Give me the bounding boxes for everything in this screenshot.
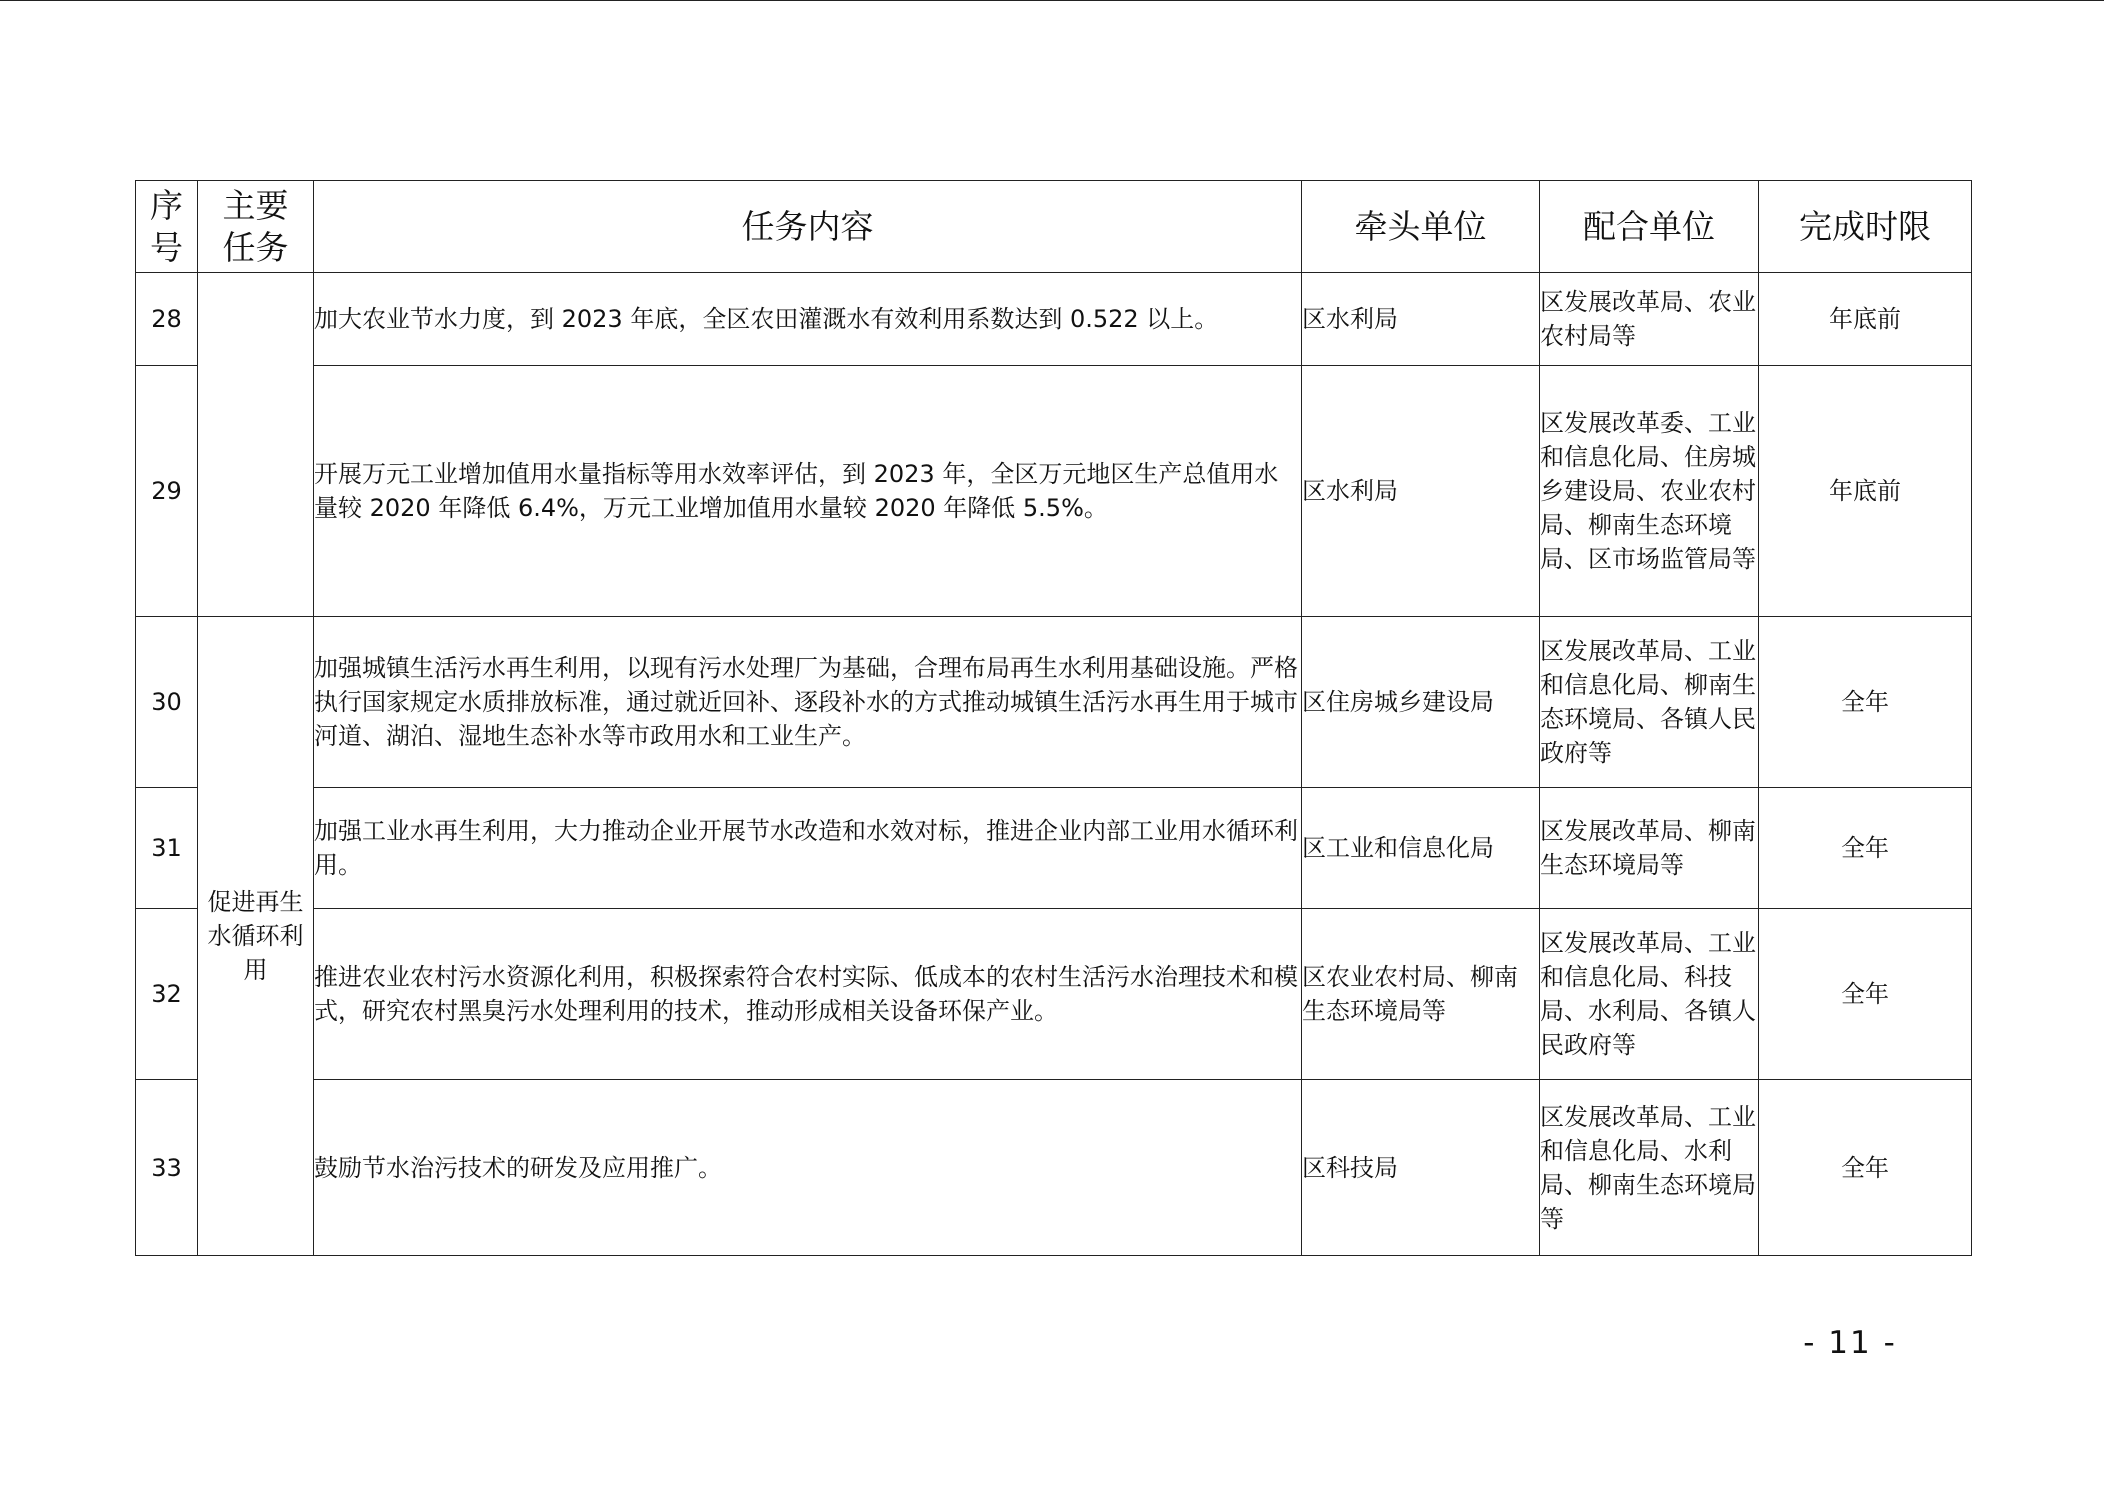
row-deadline: 全年 (1759, 617, 1972, 788)
row-seq: 29 (136, 366, 198, 617)
row-lead: 区水利局 (1302, 366, 1540, 617)
row-lead: 区水利局 (1302, 273, 1540, 366)
table-row (136, 909, 1972, 1080)
row-deadline: 全年 (1759, 909, 1972, 1080)
row-content: 推进农业农村污水资源化利用，积极探索符合农村实际、低成本的农村生活污水治理技术和模式，研究农村黑臭污水处理利用的技术，推动形成相关设备环保产业。 (314, 909, 1302, 1080)
row-coop: 区发展改革局、柳南生态环境局等 (1540, 788, 1759, 909)
row-lead: 区农业农村局、柳南生态环境局等 (1302, 909, 1540, 1080)
table-row (136, 617, 1972, 788)
row-coop: 区发展改革委、工业和信息化局、住房城乡建设局、农业农村局、柳南生态环境局、区市场监管局等 (1540, 366, 1759, 617)
task-group-recycle: 促进再生水循环利用 (198, 617, 314, 1256)
row-deadline: 年底前 (1759, 273, 1972, 366)
row-seq: 31 (136, 788, 198, 909)
row-seq: 32 (136, 909, 198, 1080)
row-lead: 区住房城乡建设局 (1302, 617, 1540, 788)
row-seq: 30 (136, 617, 198, 788)
header-lead: 牵头单位 (1302, 181, 1540, 273)
task-group-empty (198, 273, 314, 617)
row-deadline: 年底前 (1759, 366, 1972, 617)
table-header-row (136, 181, 1972, 273)
header-task: 主要任务 (198, 181, 314, 273)
row-coop: 区发展改革局、工业和信息化局、科技局、水利局、各镇人民政府等 (1540, 909, 1759, 1080)
header-content: 任务内容 (314, 181, 1302, 273)
row-content: 加强工业水再生利用，大力推动企业开展节水改造和水效对标，推进企业内部工业用水循环利用。 (314, 788, 1302, 909)
table-row (136, 788, 1972, 909)
row-content: 加强城镇生活污水再生利用，以现有污水处理厂为基础，合理布局再生水利用基础设施。严格执行国家规定水质排放标准，通过就近回补、逐段补水的方式推动城镇生活污水再生用于城市河道、湖泊、湿地生态补水等市政用水和工业生产。 (314, 617, 1302, 788)
row-content: 开展万元工业增加值用水量指标等用水效率评估，到 2023 年，全区万元地区生产总值用水量较 2020 年降低 6.4%，万元工业增加值用水量较 2020 年降低 5.5%。 (314, 366, 1302, 617)
table-row (136, 366, 1972, 617)
row-seq: 28 (136, 273, 198, 366)
row-seq: 33 (136, 1080, 198, 1256)
top-border-line (0, 0, 2104, 1)
row-coop: 区发展改革局、工业和信息化局、水利局、柳南生态环境局等 (1540, 1080, 1759, 1256)
header-deadline: 完成时限 (1759, 181, 1972, 273)
row-content: 加大农业节水力度，到 2023 年底，全区农田灌溉水有效利用系数达到 0.522 以上。 (314, 273, 1302, 366)
row-lead: 区科技局 (1302, 1080, 1540, 1256)
table-row (136, 273, 1972, 366)
page-number: - 11 - (1803, 1325, 1897, 1361)
row-content: 鼓励节水治污技术的研发及应用推广。 (314, 1080, 1302, 1256)
row-coop: 区发展改革局、工业和信息化局、柳南生态环境局、各镇人民政府等 (1540, 617, 1759, 788)
row-deadline: 全年 (1759, 1080, 1972, 1256)
header-coop: 配合单位 (1540, 181, 1759, 273)
task-table (135, 180, 1972, 1256)
table-row (136, 1080, 1972, 1256)
row-lead: 区工业和信息化局 (1302, 788, 1540, 909)
header-seq: 序号 (136, 181, 198, 273)
row-deadline: 全年 (1759, 788, 1972, 909)
row-coop: 区发展改革局、农业农村局等 (1540, 273, 1759, 366)
